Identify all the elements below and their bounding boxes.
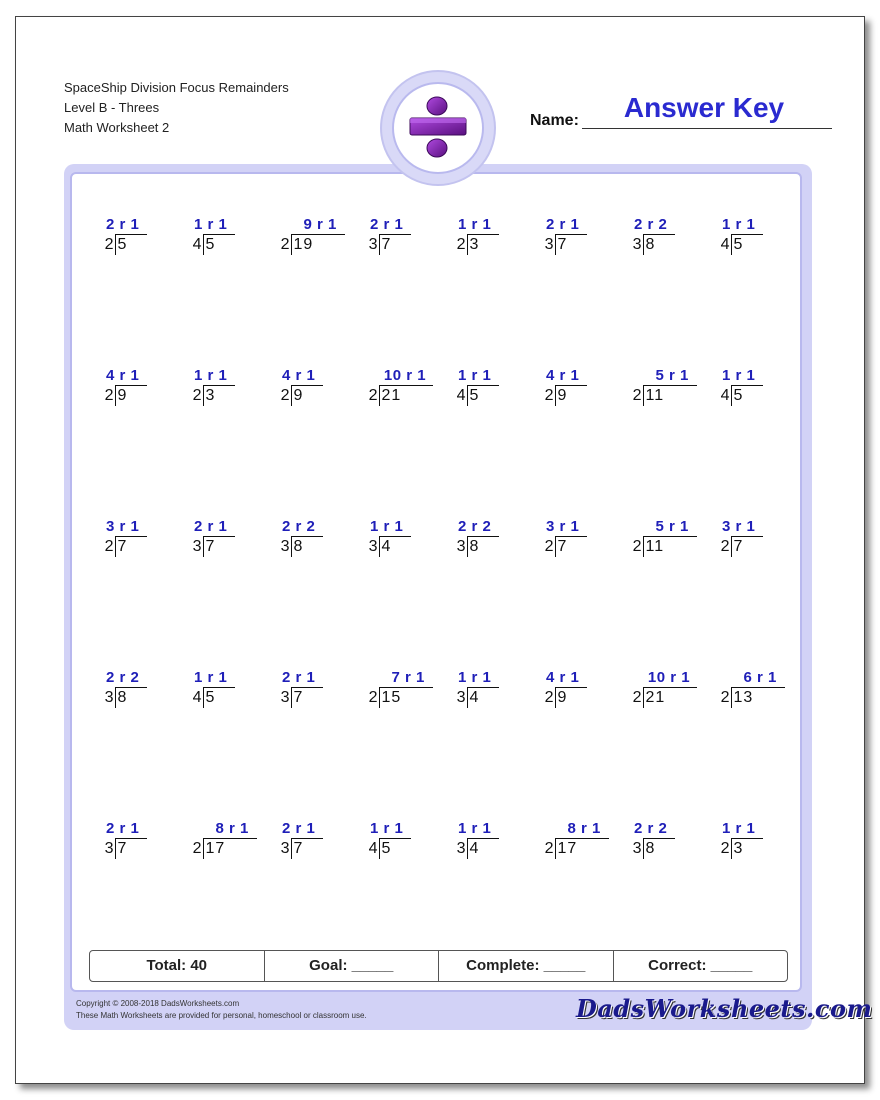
quotient-answer: 1 r 1	[458, 367, 492, 384]
divisor: 3	[456, 689, 466, 706]
divisor: 2	[720, 840, 730, 857]
quotient-answer: 2 r 1	[282, 669, 316, 686]
divisor: 3	[192, 538, 202, 555]
dividend: 7	[117, 538, 128, 555]
name-label: Name:	[530, 112, 579, 129]
divisor: 2	[280, 236, 290, 253]
divisor: 2	[632, 689, 642, 706]
dividend: 9	[117, 387, 128, 404]
dividend: 5	[733, 387, 744, 404]
quotient-answer: 2 r 2	[282, 518, 316, 535]
quotient-answer: 8 r 1	[215, 820, 249, 837]
dividend: 9	[557, 689, 568, 706]
dividend: 5	[205, 689, 216, 706]
dividend: 11	[645, 538, 665, 555]
dividend: 4	[469, 840, 480, 857]
divisor: 2	[104, 538, 114, 555]
division-problem	[632, 216, 712, 256]
divisor: 2	[104, 236, 114, 253]
division-problem	[456, 216, 536, 256]
quotient-answer: 10 r 1	[647, 669, 691, 686]
division-problem	[544, 367, 624, 407]
brand-logo: DadsWorksheets.com	[576, 994, 873, 1023]
worksheet-title: SpaceShip Division Focus Remainders	[64, 80, 289, 95]
dividend: 21	[381, 387, 402, 404]
divisor: 3	[544, 236, 554, 253]
quotient-answer: 1 r 1	[458, 820, 492, 837]
division-problem	[456, 820, 536, 860]
divisor: 3	[632, 236, 642, 253]
quotient-answer: 3 r 1	[722, 518, 756, 535]
divisor: 4	[720, 387, 730, 404]
dividend: 7	[293, 689, 304, 706]
dividend: 9	[557, 387, 568, 404]
division-problem	[456, 518, 536, 558]
dividend: 17	[557, 840, 578, 857]
copyright-block	[76, 998, 367, 1022]
dividend: 5	[381, 840, 392, 857]
dividend: 3	[733, 840, 744, 857]
division-problem	[544, 518, 624, 558]
division-problem	[192, 820, 272, 860]
division-problem	[280, 820, 360, 860]
worksheet-title-block	[64, 78, 289, 138]
division-problem	[632, 367, 712, 407]
dividend: 17	[205, 840, 226, 857]
worksheet-level: Level B - Threes	[64, 100, 160, 115]
copyright-text: Copyright © 2008-2018 DadsWorksheets.com	[76, 999, 240, 1008]
quotient-answer: 2 r 2	[106, 669, 140, 686]
division-problem	[280, 367, 360, 407]
total-cell: Total: 40	[90, 951, 265, 981]
divisor: 2	[720, 689, 730, 706]
division-problem	[720, 367, 800, 407]
division-problem	[104, 669, 184, 709]
division-problem	[632, 518, 712, 558]
quotient-answer: 10 r 1	[383, 367, 427, 384]
dividend: 7	[117, 840, 128, 857]
quotient-answer: 1 r 1	[458, 669, 492, 686]
worksheet-number: Math Worksheet 2	[64, 120, 170, 135]
divisor: 4	[368, 840, 378, 857]
division-problem	[280, 669, 360, 709]
division-problem	[368, 518, 448, 558]
division-problem	[544, 820, 624, 860]
dividend: 8	[293, 538, 304, 555]
quotient-answer: 2 r 1	[194, 518, 228, 535]
dividend: 3	[205, 387, 216, 404]
division-problem	[368, 669, 448, 709]
dividend: 5	[733, 236, 744, 253]
correct-cell: Correct: _____	[648, 957, 753, 974]
dividend: 9	[293, 387, 304, 404]
division-problem	[192, 367, 272, 407]
dividend: 13	[733, 689, 754, 706]
dividend: 7	[557, 236, 568, 253]
quotient-answer: 5 r 1	[655, 367, 689, 384]
divisor: 2	[104, 387, 114, 404]
quotient-answer: 1 r 1	[722, 216, 756, 233]
quotient-answer: 4 r 1	[546, 669, 580, 686]
dividend: 21	[645, 689, 666, 706]
dividend: 7	[381, 236, 392, 253]
dividend: 7	[557, 538, 568, 555]
division-sign-icon	[394, 84, 482, 172]
divisor: 3	[280, 538, 290, 555]
dividend: 8	[645, 840, 656, 857]
quotient-answer: 2 r 1	[106, 216, 140, 233]
division-problem	[104, 518, 184, 558]
dividend: 5	[117, 236, 128, 253]
dividend: 11	[645, 387, 665, 404]
divisor: 3	[368, 538, 378, 555]
quotient-answer: 5 r 1	[655, 518, 689, 535]
dividend: 4	[469, 689, 480, 706]
quotient-answer: 7 r 1	[391, 669, 425, 686]
dividend: 19	[293, 236, 314, 253]
dividend: 8	[645, 236, 656, 253]
divisor: 2	[368, 689, 378, 706]
divisor: 3	[280, 689, 290, 706]
score-table	[89, 950, 788, 982]
quotient-answer: 1 r 1	[370, 518, 404, 535]
complete-cell: Complete: _____	[439, 951, 614, 981]
quotient-answer: 2 r 1	[370, 216, 404, 233]
division-problem	[456, 669, 536, 709]
division-problem	[104, 216, 184, 256]
divisor: 2	[632, 538, 642, 555]
divisor: 3	[632, 840, 642, 857]
divisor: 3	[104, 689, 114, 706]
division-problem	[720, 669, 800, 709]
division-problem	[456, 367, 536, 407]
dividend: 7	[733, 538, 744, 555]
division-problem	[192, 216, 272, 256]
divisor: 4	[192, 236, 202, 253]
dividend: 7	[205, 538, 216, 555]
quotient-answer: 2 r 2	[634, 820, 668, 837]
divisor: 2	[720, 538, 730, 555]
division-problem	[632, 669, 712, 709]
quotient-answer: 6 r 1	[743, 669, 777, 686]
division-problem	[720, 216, 800, 256]
quotient-answer: 2 r 1	[282, 820, 316, 837]
quotient-answer: 4 r 1	[106, 367, 140, 384]
dividend: 5	[205, 236, 216, 253]
divisor: 2	[456, 236, 466, 253]
divisor: 4	[192, 689, 202, 706]
quotient-answer: 1 r 1	[722, 820, 756, 837]
division-problem	[368, 216, 448, 256]
divisor: 2	[544, 538, 554, 555]
logo-badge	[380, 70, 496, 186]
quotient-answer: 8 r 1	[567, 820, 601, 837]
division-problem	[280, 518, 360, 558]
usage-notice: These Math Worksheets are provided for personal, homeschool or classroom use.	[76, 1011, 367, 1020]
divisor: 2	[192, 387, 202, 404]
name-field	[530, 92, 832, 132]
quotient-answer: 1 r 1	[194, 669, 228, 686]
quotient-answer: 2 r 1	[106, 820, 140, 837]
divisor: 3	[456, 840, 466, 857]
divisor: 2	[280, 387, 290, 404]
division-problem	[368, 820, 448, 860]
quotient-answer: 2 r 2	[458, 518, 492, 535]
dividend: 15	[381, 689, 402, 706]
quotient-answer: 1 r 1	[370, 820, 404, 837]
quotient-answer: 9 r 1	[303, 216, 337, 233]
dividend: 8	[469, 538, 480, 555]
name-underline	[582, 128, 832, 129]
goal-cell: Goal: _____	[265, 951, 440, 981]
division-problem	[720, 518, 800, 558]
divisor: 2	[632, 387, 642, 404]
dividend: 8	[117, 689, 128, 706]
quotient-answer: 1 r 1	[722, 367, 756, 384]
division-problem	[544, 669, 624, 709]
division-problem	[368, 367, 448, 407]
division-problem	[720, 820, 800, 860]
dividend: 3	[469, 236, 480, 253]
divisor: 3	[104, 840, 114, 857]
dividend: 4	[381, 538, 392, 555]
divisor: 2	[368, 387, 378, 404]
quotient-answer: 2 r 1	[546, 216, 580, 233]
problems-panel	[70, 172, 802, 992]
divisor: 4	[456, 387, 466, 404]
quotient-answer: 1 r 1	[194, 216, 228, 233]
divisor: 2	[544, 840, 554, 857]
divisor: 3	[280, 840, 290, 857]
divisor: 4	[720, 236, 730, 253]
divisor: 2	[544, 689, 554, 706]
division-problem	[192, 669, 272, 709]
quotient-answer: 1 r 1	[458, 216, 492, 233]
division-problem	[632, 820, 712, 860]
divisor: 2	[192, 840, 202, 857]
division-problem	[104, 820, 184, 860]
division-problem	[544, 216, 624, 256]
division-problem	[280, 216, 360, 256]
answer-key-text: Answer Key	[623, 92, 785, 123]
divisor: 2	[544, 387, 554, 404]
quotient-answer: 2 r 2	[634, 216, 668, 233]
division-problem	[192, 518, 272, 558]
quotient-answer: 3 r 1	[546, 518, 580, 535]
divisor: 3	[368, 236, 378, 253]
quotient-answer: 1 r 1	[194, 367, 228, 384]
quotient-answer: 4 r 1	[282, 367, 316, 384]
quotient-answer: 4 r 1	[546, 367, 580, 384]
problems-frame	[64, 164, 812, 1030]
quotient-answer: 3 r 1	[106, 518, 140, 535]
division-problem	[104, 367, 184, 407]
dividend: 7	[293, 840, 304, 857]
dividend: 5	[469, 387, 480, 404]
divisor: 3	[456, 538, 466, 555]
